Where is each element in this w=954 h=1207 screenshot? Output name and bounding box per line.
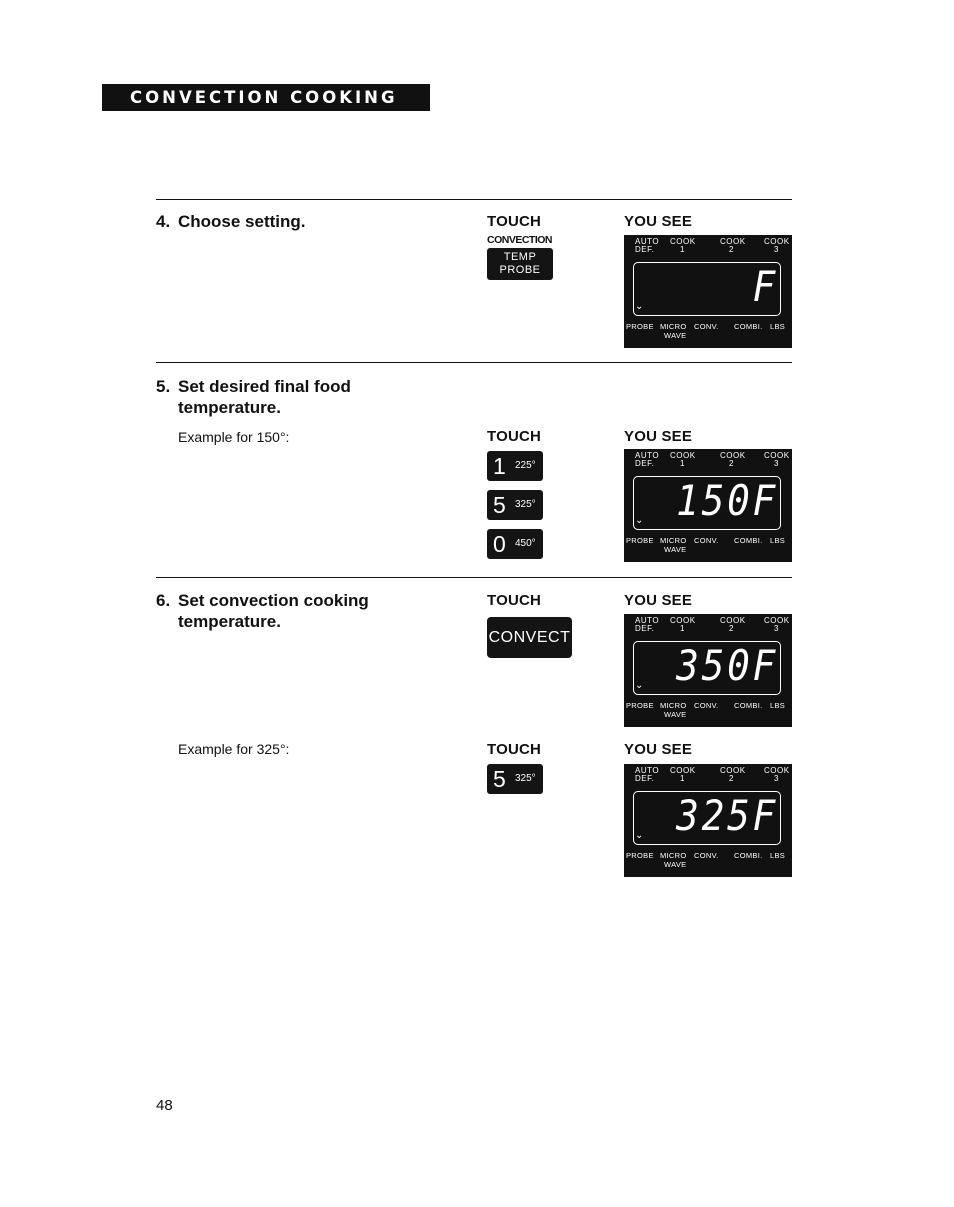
chevron-down-icon: ⌄ xyxy=(635,301,644,312)
divider xyxy=(156,199,792,200)
touch-label: TOUCH xyxy=(487,741,542,758)
step-6-title: 6. Set convection cooking temperature. xyxy=(156,591,369,631)
example-150: Example for 150°: xyxy=(178,429,290,445)
number-0-button[interactable]: 0 450° xyxy=(487,529,543,559)
convection-small-label: CONVECTION xyxy=(487,234,553,246)
page-number: 48 xyxy=(156,1097,173,1114)
convect-button[interactable]: CONVECT xyxy=(487,617,572,658)
step-4-title: 4. Choose setting. xyxy=(156,212,306,231)
you-see-label: YOU SEE xyxy=(624,592,693,609)
display-panel: AUTO DEF. COOK 1 COOK 2 COOK 3 350F ⌄ PROBE MICRO WAVE CONV. COMBI. LBS xyxy=(624,614,792,727)
number-5-button[interactable]: 5 325° xyxy=(487,490,543,520)
divider xyxy=(156,362,792,363)
you-see-label: YOU SEE xyxy=(624,428,693,445)
touch-label: TOUCH xyxy=(487,592,542,609)
display-readout: 350F xyxy=(676,641,778,690)
number-5-button[interactable]: 5 325° xyxy=(487,764,543,794)
display-panel: AUTO DEF. COOK 1 COOK 2 COOK 3 150F ⌄ PROBE MICRO WAVE CONV. COMBI. LBS xyxy=(624,449,792,562)
display-readout: F xyxy=(752,262,778,311)
display-readout: 325F xyxy=(676,791,778,840)
display-panel: AUTO DEF. COOK 1 COOK 2 COOK 3 325F ⌄ PROBE MICRO WAVE CONV. COMBI. LBS xyxy=(624,764,792,877)
chevron-down-icon: ⌄ xyxy=(635,680,644,691)
divider xyxy=(156,577,792,578)
touch-label: TOUCH xyxy=(487,428,542,445)
chevron-down-icon: ⌄ xyxy=(635,515,644,526)
you-see-label: YOU SEE xyxy=(624,741,693,758)
you-see-label: YOU SEE xyxy=(624,213,693,230)
touch-label: TOUCH xyxy=(487,213,542,230)
example-325: Example for 325°: xyxy=(178,741,290,757)
temp-probe-button[interactable]: TEMP PROBE xyxy=(487,248,553,280)
section-header: CONVECTION COOKING xyxy=(102,84,430,111)
number-1-button[interactable]: 1 225° xyxy=(487,451,543,481)
step-5-title: 5. Set desired final food temperature. xyxy=(156,377,351,417)
chevron-down-icon: ⌄ xyxy=(635,830,644,841)
display-readout: 150F xyxy=(676,476,778,525)
display-panel: AUTO DEF. COOK 1 COOK 2 COOK 3 F ⌄ PROBE MICRO WAVE CONV. COMBI. LBS xyxy=(624,235,792,348)
